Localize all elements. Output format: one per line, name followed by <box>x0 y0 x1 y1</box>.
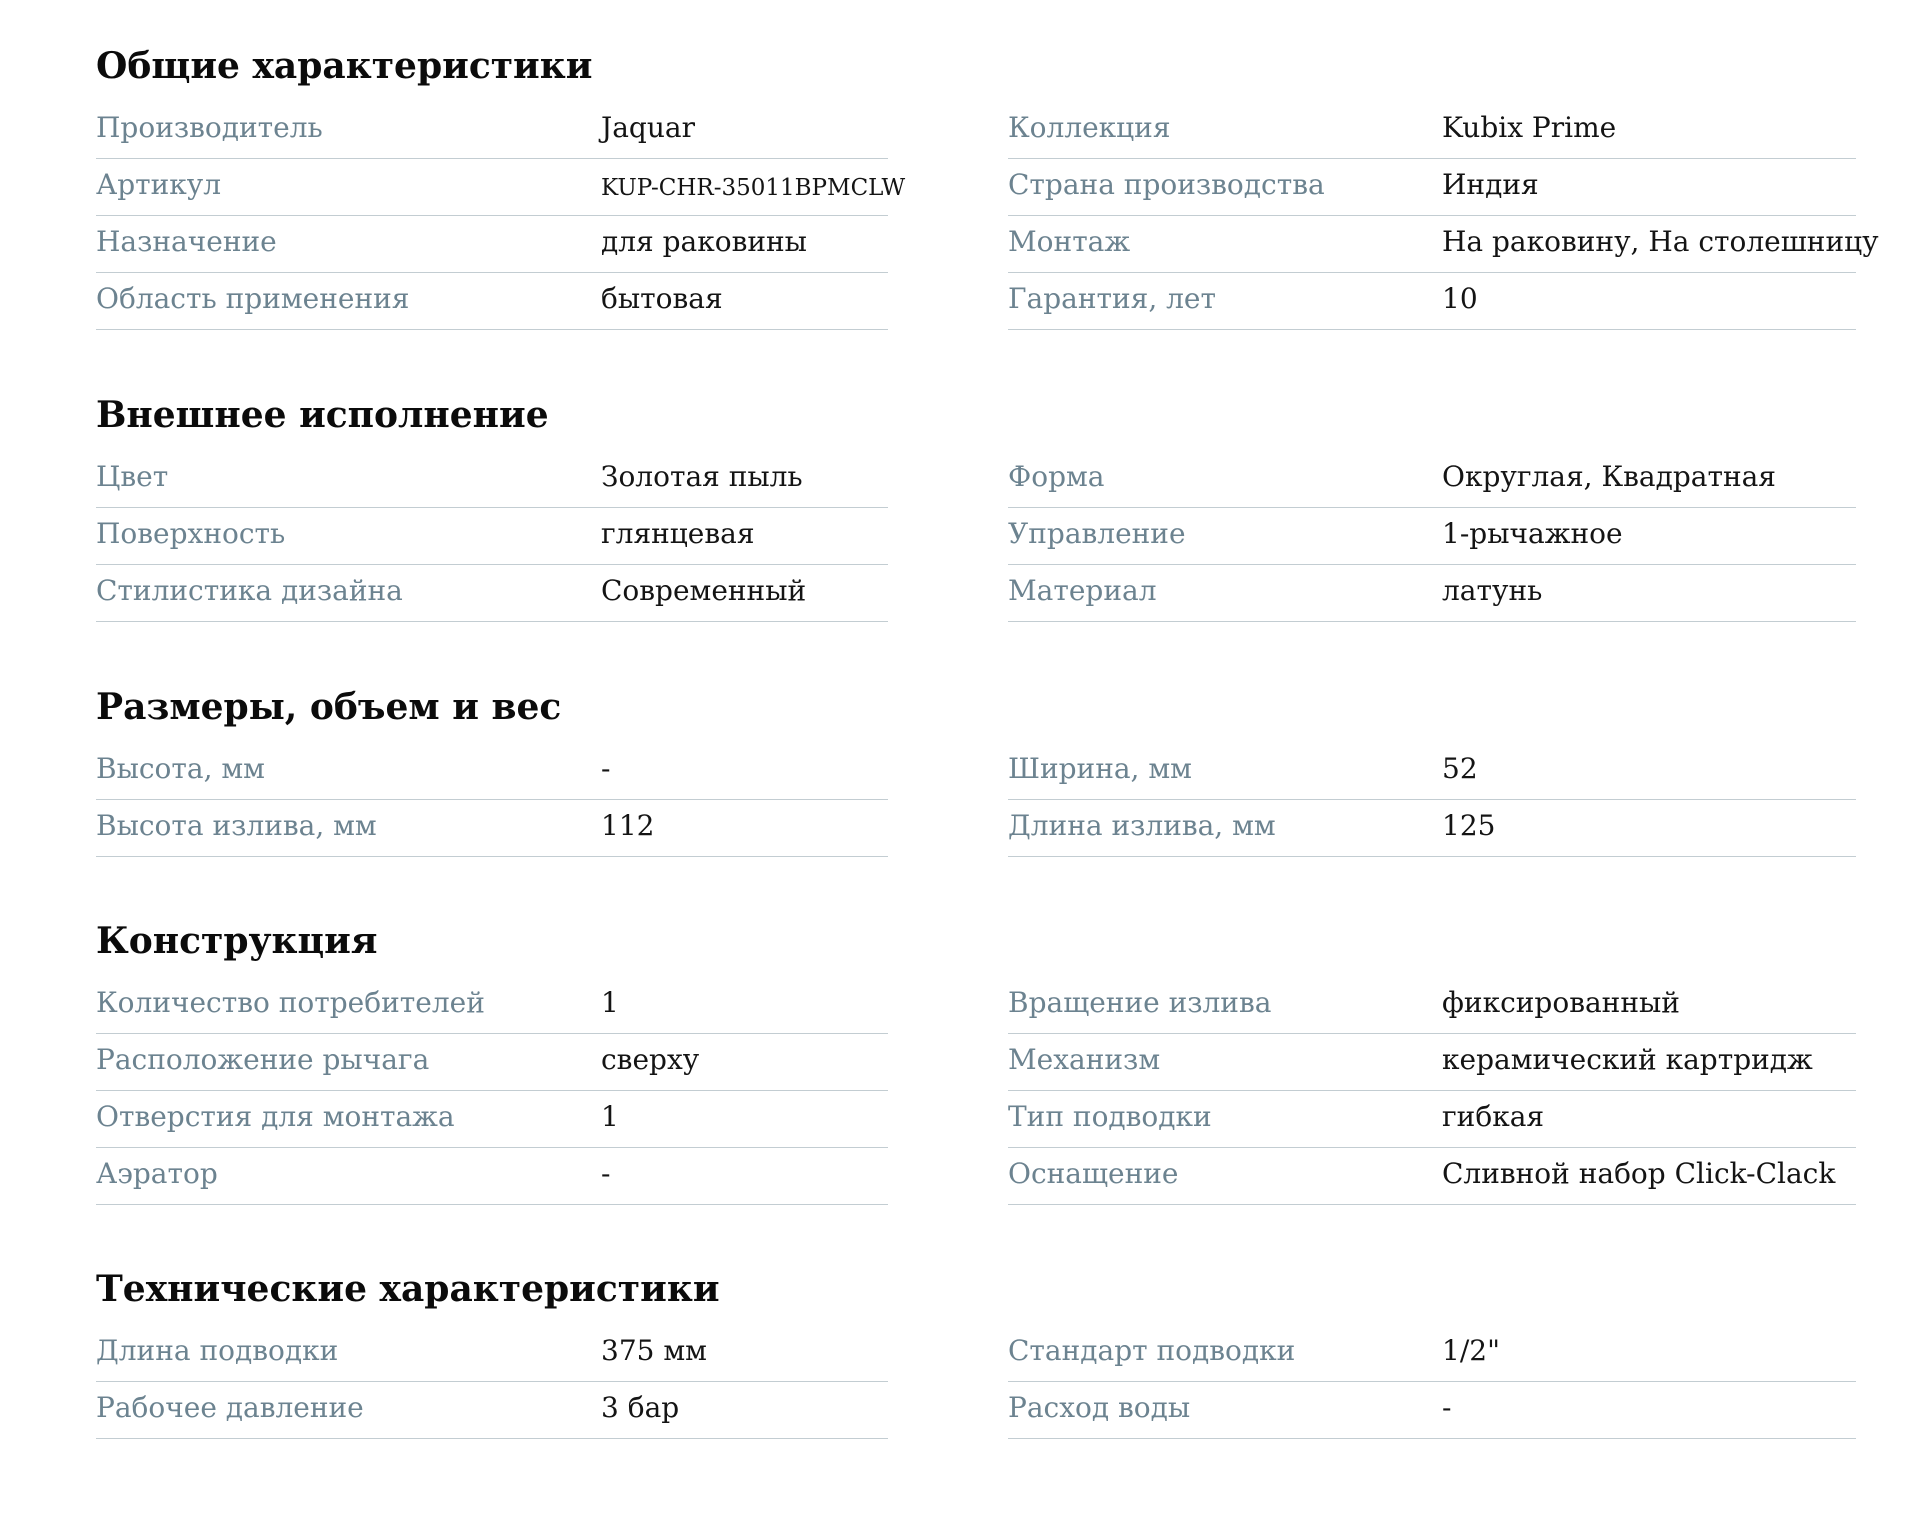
spec-value: Золотая пыль <box>601 460 803 493</box>
spec-row-surface <box>96 508 888 565</box>
spec-label: Рабочее давление <box>96 1391 364 1424</box>
spec-value: KUP-CHR-35011BPMCLW <box>601 175 906 201</box>
spec-row-application <box>96 273 888 330</box>
spec-value: 3 бар <box>601 1391 680 1424</box>
spec-value: 1/2" <box>1442 1334 1500 1367</box>
spec-value: гибкая <box>1442 1100 1545 1133</box>
spec-row-manufacturer <box>96 102 888 159</box>
spec-row-consumers <box>96 977 888 1034</box>
spec-label: Артикул <box>96 168 222 201</box>
section-construction <box>96 919 1856 1190</box>
spec-label: Расположение рычага <box>96 1043 430 1076</box>
spec-label: Высота излива, мм <box>96 809 377 842</box>
spec-row-country <box>1008 159 1856 216</box>
spec-label: Оснащение <box>1008 1157 1179 1190</box>
spec-column-right <box>1008 1325 1856 1439</box>
spec-value: - <box>601 752 611 785</box>
spec-label: Количество потребителей <box>96 986 485 1019</box>
spec-row-equipment <box>1008 1148 1856 1205</box>
spec-label: Поверхность <box>96 517 286 550</box>
spec-value: сверху <box>601 1043 700 1076</box>
spec-row-height <box>96 743 888 800</box>
spec-value: глянцевая <box>601 517 755 550</box>
section-title: Внешнее исполнение <box>96 394 549 436</box>
spec-row-lever-position <box>96 1034 888 1091</box>
spec-value: Округлая, Квадратная <box>1442 460 1776 493</box>
spec-value: - <box>1442 1391 1452 1424</box>
spec-row-hose-length <box>96 1325 888 1382</box>
spec-label: Длина излива, мм <box>1008 809 1276 842</box>
spec-value: Индия <box>1442 168 1539 201</box>
spec-row-mechanism <box>1008 1034 1856 1091</box>
spec-label: Назначение <box>96 225 277 258</box>
spec-label: Аэратор <box>96 1157 218 1190</box>
spec-label: Механизм <box>1008 1043 1161 1076</box>
spec-row-aerator <box>96 1148 888 1205</box>
spec-value: керамический картридж <box>1442 1043 1813 1076</box>
spec-row-water-flow <box>1008 1382 1856 1439</box>
spec-label: Область применения <box>96 282 410 315</box>
spec-value: для раковины <box>601 225 807 258</box>
spec-row-sku <box>96 159 906 216</box>
spec-value: Современный <box>601 574 807 607</box>
spec-label: Тип подводки <box>1008 1100 1212 1133</box>
spec-label: Форма <box>1008 460 1105 493</box>
spec-label: Цвет <box>96 460 169 493</box>
spec-column-right <box>1008 977 1856 1205</box>
spec-label: Коллекция <box>1008 111 1171 144</box>
spec-row-hose-type <box>1008 1091 1856 1148</box>
spec-label: Гарантия, лет <box>1008 282 1216 315</box>
spec-value: 125 <box>1442 809 1496 842</box>
spec-label: Производитель <box>96 111 323 144</box>
spec-column-left <box>96 743 888 857</box>
section-title: Общие характеристики <box>96 45 593 87</box>
spec-row-design-style <box>96 565 888 622</box>
spec-column-right <box>1008 743 1856 857</box>
spec-value: 375 мм <box>601 1334 707 1367</box>
spec-value: фиксированный <box>1442 986 1680 1019</box>
spec-column-left <box>96 451 888 622</box>
section-title: Технические характеристики <box>96 1268 720 1310</box>
spec-row-spout-length <box>1008 800 1856 857</box>
spec-row-material <box>1008 565 1856 622</box>
spec-label: Высота, мм <box>96 752 265 785</box>
spec-label: Длина подводки <box>96 1334 339 1367</box>
spec-value: бытовая <box>601 282 723 315</box>
spec-row-color <box>96 451 888 508</box>
spec-value: 1-рычажное <box>1442 517 1623 550</box>
spec-value: 10 <box>1442 282 1478 315</box>
section-appearance <box>96 393 1856 607</box>
spec-value: 112 <box>601 809 655 842</box>
spec-row-width <box>1008 743 1856 800</box>
spec-column-left <box>96 977 888 1205</box>
spec-value: 52 <box>1442 752 1478 785</box>
spec-value: Kubix Prime <box>1442 111 1617 144</box>
spec-row-purpose <box>96 216 888 273</box>
section-title: Конструкция <box>96 920 378 962</box>
spec-row-collection <box>1008 102 1856 159</box>
section-dimensions <box>96 685 1856 842</box>
spec-row-hose-standard <box>1008 1325 1856 1382</box>
spec-value: 1 <box>601 1100 619 1133</box>
spec-row-shape <box>1008 451 1856 508</box>
spec-column-right <box>1008 102 1879 330</box>
spec-column-left <box>96 102 906 330</box>
spec-label: Ширина, мм <box>1008 752 1192 785</box>
section-general <box>96 44 1879 315</box>
spec-label: Материал <box>1008 574 1157 607</box>
spec-value: латунь <box>1442 574 1543 607</box>
spec-label: Вращение излива <box>1008 986 1272 1019</box>
spec-label: Управление <box>1008 517 1186 550</box>
spec-label: Стандарт подводки <box>1008 1334 1296 1367</box>
spec-value: 1 <box>601 986 619 1019</box>
spec-row-spout-height <box>96 800 888 857</box>
spec-value: Jaquar <box>601 111 695 144</box>
spec-value: Сливной набор Click-Clack <box>1442 1157 1836 1190</box>
spec-row-working-pressure <box>96 1382 888 1439</box>
spec-label: Расход воды <box>1008 1391 1191 1424</box>
spec-row-mounting <box>1008 216 1879 273</box>
spec-row-warranty <box>1008 273 1856 330</box>
spec-value: На раковину, На столешницу <box>1442 225 1879 258</box>
spec-row-control <box>1008 508 1856 565</box>
spec-label: Отверстия для монтажа <box>96 1100 455 1133</box>
spec-label: Страна производства <box>1008 168 1325 201</box>
spec-column-left <box>96 1325 888 1439</box>
spec-label: Стилистика дизайна <box>96 574 403 607</box>
spec-row-spout-rotation <box>1008 977 1856 1034</box>
spec-row-mounting-holes <box>96 1091 888 1148</box>
spec-label: Монтаж <box>1008 225 1131 258</box>
spec-value: - <box>601 1157 611 1190</box>
section-technical <box>96 1267 1856 1424</box>
section-title: Размеры, объем и вес <box>96 686 562 728</box>
spec-column-right <box>1008 451 1856 622</box>
